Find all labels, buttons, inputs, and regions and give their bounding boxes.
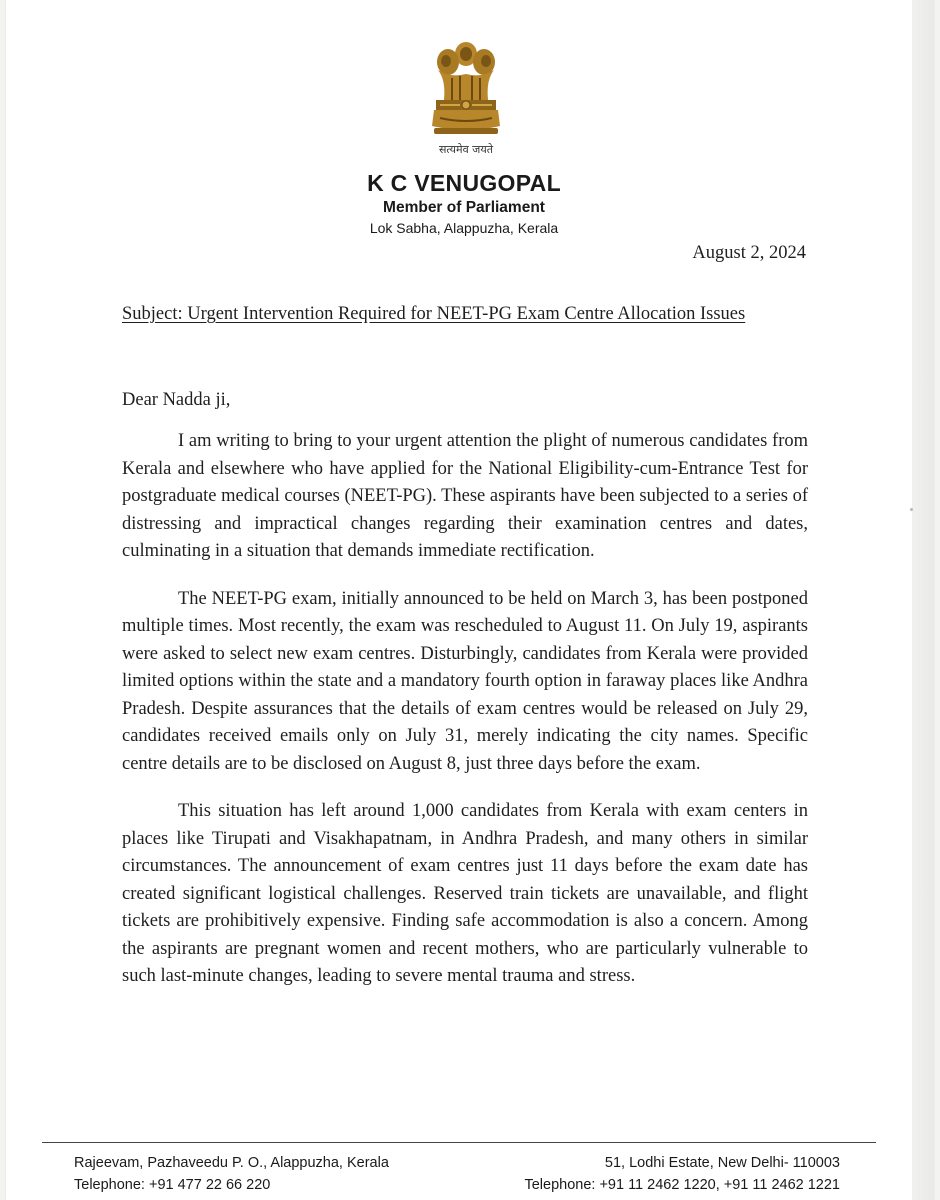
paper-speck bbox=[910, 508, 913, 511]
footer-divider bbox=[42, 1142, 876, 1143]
national-emblem-icon bbox=[426, 34, 506, 144]
letter-date: August 2, 2024 bbox=[692, 243, 806, 263]
footer-right-phone: Telephone: +91 11 2462 1220, +91 11 2462 1221 bbox=[524, 1177, 840, 1193]
footer-delhi-address bbox=[474, 1152, 840, 1196]
letter-page bbox=[6, 0, 934, 1200]
footer-alappuzha-address bbox=[74, 1152, 389, 1196]
letter-body bbox=[122, 428, 808, 1011]
letter-subject: Subject: Urgent Intervention Required for NEET-PG Exam Centre Allocation Issues bbox=[122, 304, 746, 324]
emblem-motto: सत्यमेव जयते bbox=[438, 143, 493, 156]
sender-title: Member of Parliament bbox=[383, 199, 545, 216]
footer-right-address: 51, Lodhi Estate, New Delhi- 110003 bbox=[604, 1155, 840, 1171]
salutation: Dear Nadda ji, bbox=[122, 390, 231, 410]
paper-edge bbox=[912, 0, 934, 1200]
footer-left-phone: Telephone: +91 477 22 66 220 bbox=[74, 1177, 271, 1193]
letterhead bbox=[264, 168, 664, 238]
sender-constituency: Lok Sabha, Alappuzha, Kerala bbox=[369, 220, 559, 236]
paragraph: I am writing to bring to your urgent attention the plight of numerous candidates from Kerala and elsewhere who have applied for the National Eligibility-cum-Entrance Test for postgraduate medical courses (NEET-PG). These aspirants have been subjected to a series of distressing and impractical changes regarding their examination centres and dates, culminating in a situation that demands immediate rectification. bbox=[122, 431, 808, 561]
footer-left-address: Rajeevam, Pazhaveedu P. O., Alappuzha, Kerala bbox=[74, 1155, 389, 1171]
paragraph: The NEET-PG exam, initially announced to be held on March 3, has been postponed multiple times. Most recently, the exam was rescheduled to August 11. On July 19, aspirants were asked to select new exam centres. Disturbingly, candidates from Kerala were provided limited options within the state and a mandatory fourth option in faraway places like Andhra Pradesh. Despite assurances that the details of exam centres would be released on July 29, candidates received emails only on July 31, merely indicating the city names. Specific centre details are to be disclosed on August 8, just three days before the exam. bbox=[122, 588, 808, 774]
paragraph: This situation has left around 1,000 candidates from Kerala with exam centers in places like Tirupati and Visakhapatnam, in Andhra Pradesh, and many others in similar circumstances. The announcement of exam centres just 11 days before the exam date has created significant logistical challenges. Reserved train tickets are unavailable, and flight tickets are prohibitively expensive. Finding safe accommodation is also a concern. Among the aspirants are pregnant women and recent mothers, who are particularly vulnerable to such last-minute changes, leading to severe mental trauma and stress. bbox=[122, 801, 808, 986]
sender-name: K C VENUGOPAL bbox=[367, 170, 561, 196]
